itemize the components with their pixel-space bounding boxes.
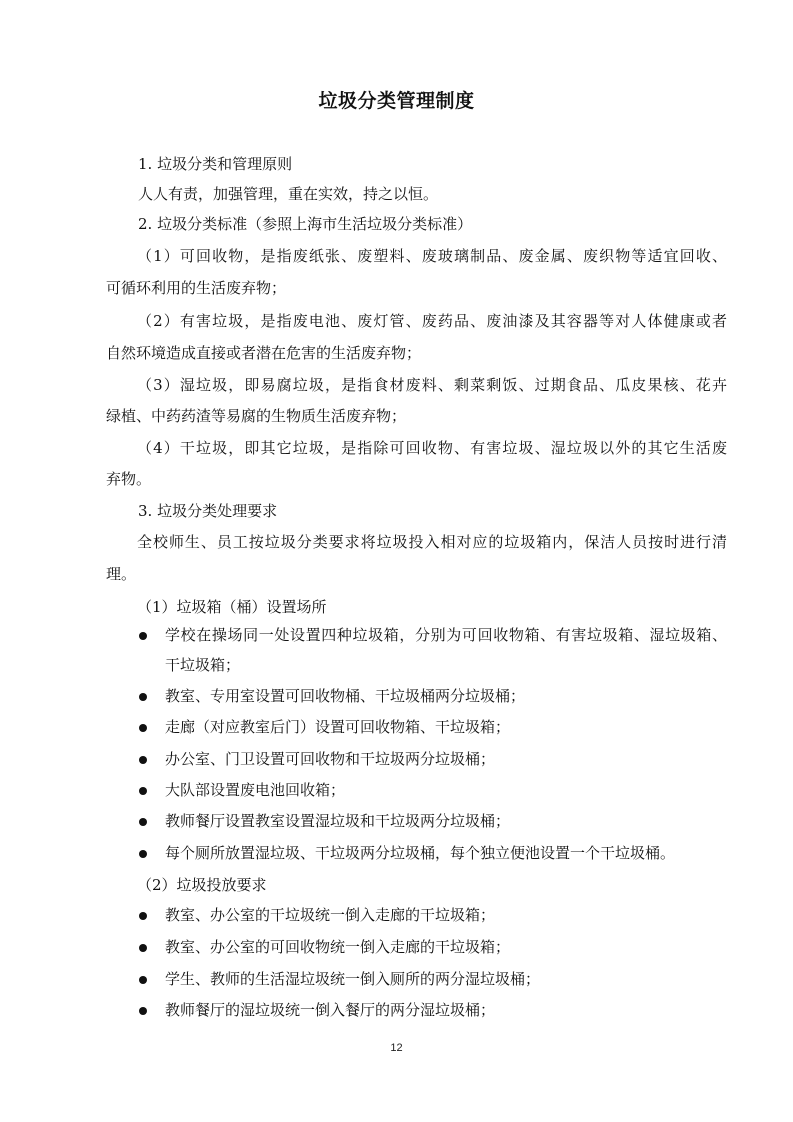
bullet-item-text: 学生、教师的生活湿垃圾统一倒入厕所的两分湿垃圾桶；	[165, 970, 541, 988]
bullet-item-text: 大队部设置废电池回收箱；	[165, 781, 346, 799]
section-2-item-3-line-2: 绿植、中药药渣等易腐的生物质生活废弃物；	[106, 407, 407, 425]
bullet-icon	[139, 944, 147, 952]
bullet-icon	[139, 787, 147, 795]
section-3-sub-1-heading: （1）垃圾箱（桶）设置场所	[137, 598, 327, 616]
bullet-item-text: 教室、办公室的干垃圾统一倒入走廊的干垃圾箱；	[165, 906, 496, 924]
section-2-item-4-line-2: 弃物。	[106, 470, 152, 488]
page-number: 12	[390, 1042, 403, 1054]
bullet-item-text: 教室、专用室设置可回收物桶、干垃圾桶两分垃圾桶；	[165, 687, 526, 705]
bullet-item-text: 教师餐厅的湿垃圾统一倒入餐厅的两分湿垃圾桶；	[165, 1001, 496, 1019]
section-2-item-1-line-1: （1）可回收物，是指废纸张、废塑料、废玻璃制品、废金属、废织物等适宜回收、	[137, 247, 727, 265]
bullet-icon	[139, 976, 147, 984]
bullet-item-text: 办公室、门卫设置可回收物和干垃圾两分垃圾桶；	[165, 750, 496, 768]
bullet-icon	[139, 850, 147, 858]
bullet-icon	[139, 1007, 147, 1015]
bullet-icon	[139, 632, 147, 640]
section-1-heading: 1. 垃圾分类和管理原则	[138, 155, 293, 173]
section-2-item-1-line-2: 可循环利用的生活废弃物；	[106, 279, 287, 297]
bullet-item-text: 学校在操场同一处设置四种垃圾箱，分别为可回收物箱、有害垃圾箱、湿垃圾箱、	[165, 626, 727, 644]
bullet-item-continuation: 干垃圾箱；	[165, 656, 241, 674]
bullet-icon	[139, 724, 147, 732]
bullet-icon	[139, 693, 147, 701]
section-3-text-line-1: 全校师生、员工按垃圾分类要求将垃圾投入相对应的垃圾箱内，保洁人员按时进行清	[137, 533, 727, 551]
section-3-heading: 3. 垃圾分类处理要求	[138, 502, 278, 520]
section-2-heading: 2. 垃圾分类标准（参照上海市生活垃圾分类标准）	[138, 215, 473, 233]
section-2-item-3-line-1: （3）湿垃圾，即易腐垃圾，是指食材废料、剩菜剩饭、过期食品、瓜皮果核、花卉	[137, 376, 727, 394]
bullet-item-text: 教室、办公室的可回收物统一倒入走廊的干垃圾箱；	[165, 938, 511, 956]
section-2-item-4-line-1: （4）干垃圾，即其它垃圾，是指除可回收物、有害垃圾、湿垃圾以外的其它生活废	[137, 439, 727, 457]
section-3-sub-2-heading: （2）垃圾投放要求	[137, 876, 267, 894]
bullet-icon	[139, 756, 147, 764]
section-3-text-line-2: 理。	[106, 565, 137, 583]
bullet-icon	[139, 818, 147, 826]
document-title: 垃圾分类管理制度	[318, 90, 475, 112]
bullet-icon	[139, 912, 147, 920]
bullet-item-text: 走廊（对应教室后门）设置可回收物箱、干垃圾箱；	[165, 718, 511, 736]
bullet-item-text: 每个厕所放置湿垃圾、干垃圾两分垃圾桶，每个独立便池设置一个干垃圾桶。	[165, 844, 676, 862]
section-2-item-2-line-1: （2）有害垃圾，是指废电池、废灯管、废药品、废油漆及其容器等对人体健康或者	[137, 312, 727, 330]
bullet-item-text: 教师餐厅设置教室设置湿垃圾和干垃圾两分垃圾桶；	[165, 812, 511, 830]
section-2-item-2-line-2: 自然环境造成直接或者潜在危害的生活废弃物；	[106, 344, 422, 362]
section-1-text: 人人有责，加强管理，重在实效，持之以恒。	[138, 185, 439, 203]
